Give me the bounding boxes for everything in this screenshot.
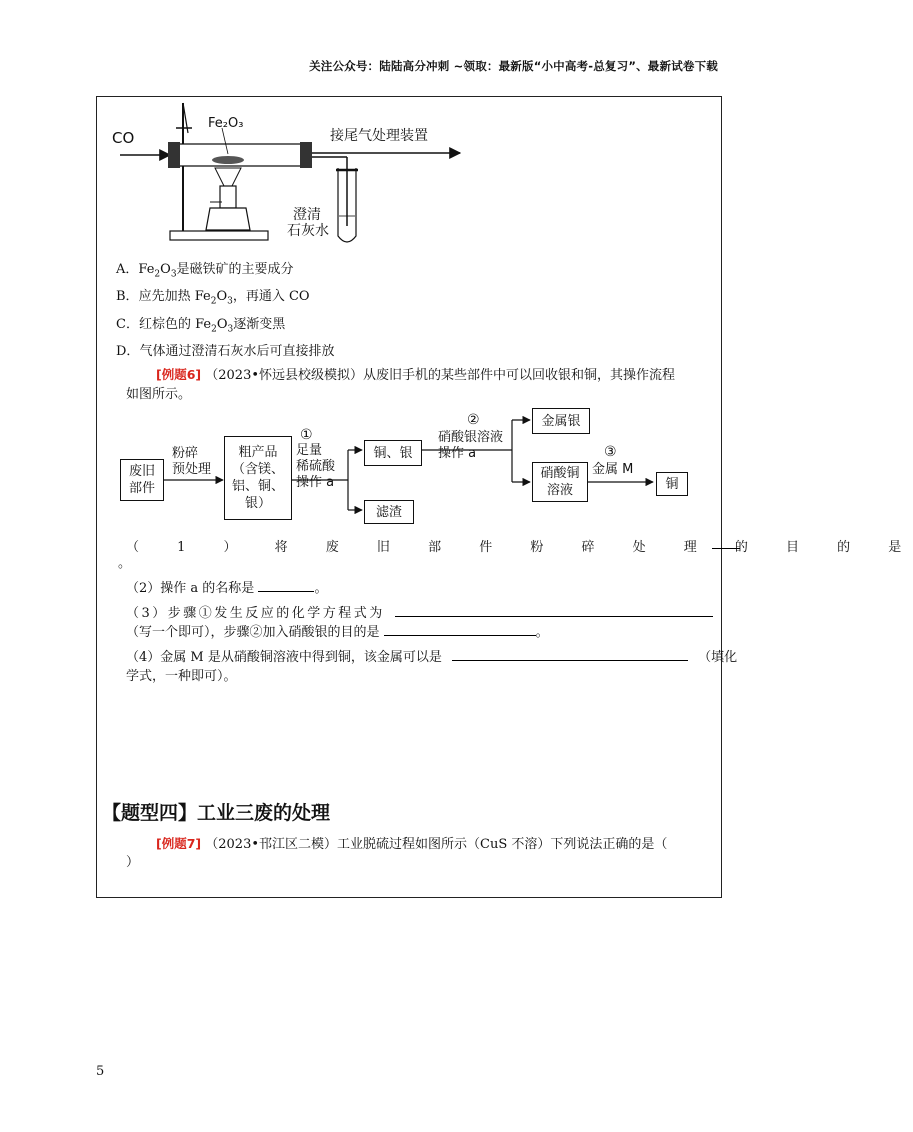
q2-blank[interactable] bbox=[258, 579, 314, 592]
box-copper-nitrate: 硝酸铜 溶液 bbox=[532, 462, 588, 502]
example7-line2: ） bbox=[126, 855, 140, 870]
exhaust-label: 接尾气处理装置 bbox=[330, 128, 428, 144]
q3-equation-blank[interactable] bbox=[395, 604, 713, 617]
option-c: C．红棕色的 $Fe_2O_3$逐渐变黑 bbox=[116, 317, 286, 335]
box-silver: 金属银 bbox=[532, 408, 590, 434]
fe2o3-label: Fe₂O₃ bbox=[208, 116, 244, 131]
limewater-label-2: 石灰水 bbox=[287, 223, 329, 239]
box-waste-parts: 废旧 部件 bbox=[120, 459, 164, 501]
question-1-end: 。 bbox=[118, 556, 132, 571]
box-filter-residue: 滤渣 bbox=[364, 500, 414, 524]
question-1: （ 1 ） 将 废 旧 部 件 粉 碎 处 理 的 目 的 是 bbox=[126, 540, 913, 555]
example7-tag: [例题7] bbox=[156, 836, 202, 851]
page-number: 5 bbox=[96, 1064, 105, 1079]
question-4-line2: 学式，一种即可）。 bbox=[126, 669, 237, 684]
option-b: B．应先加热 $Fe_2O_3$，再通入 CO bbox=[116, 289, 310, 307]
label-crush: 粉碎 预处理 bbox=[172, 446, 212, 477]
example7-line1: [例题7] （2023•邗江区二模）工业脱硫过程如图所示（CuS 不溶）下列说法正确的是（ bbox=[156, 836, 668, 852]
example6-line2: 如图所示。 bbox=[126, 387, 192, 402]
q4-blank[interactable] bbox=[452, 648, 688, 661]
step3-label: 金属 M bbox=[592, 462, 634, 477]
step1-number: ① bbox=[300, 427, 313, 443]
page-header: 关注公众号：陆陆高分冲刺 ~领取：最新版“小中高考-总复习”、最新试卷下载 bbox=[309, 59, 718, 73]
question-3-line2: （写一个即可），步骤②加入硝酸银的目的是 。 bbox=[126, 625, 549, 640]
q3-purpose-blank[interactable] bbox=[384, 623, 536, 636]
box-crude-product: 粗产品 （含镁、 铝、铜、 银） bbox=[224, 436, 292, 520]
question-2: （2）操作 a 的名称是 。 bbox=[126, 581, 328, 596]
option-a: A．$Fe_2O_3$是磁铁矿的主要成分 bbox=[116, 262, 294, 280]
co-label: CO bbox=[112, 129, 135, 147]
question-3-line1: （3）步骤①发生反应的化学方程式为 bbox=[126, 602, 713, 621]
box-copper-silver: 铜、银 bbox=[364, 440, 422, 466]
limewater-label-1: 澄清 bbox=[293, 207, 321, 223]
option-d: D．气体通过澄清石灰水后可直接排放 bbox=[116, 344, 335, 359]
example6-line1: [例题6] （2023•怀远县校级模拟）从废旧手机的某些部件中可以回收银和铜，其操作流程 bbox=[156, 367, 676, 383]
step2-label: 硝酸银溶液 操作 a bbox=[438, 430, 504, 461]
section-title: 【题型四】工业三废的处理 bbox=[102, 802, 331, 824]
step2-number: ② bbox=[467, 412, 480, 428]
question-1-blank[interactable] bbox=[712, 548, 740, 549]
question-4-line1: （4）金属 M 是从硝酸铜溶液中得到铜，该金属可以是 （填化 bbox=[126, 650, 738, 665]
box-copper: 铜 bbox=[656, 472, 688, 496]
step1-label: 足量 稀硫酸 操作 a bbox=[296, 443, 336, 490]
example6-tag: [例题6] bbox=[156, 367, 202, 382]
step3-number: ③ bbox=[604, 444, 617, 460]
